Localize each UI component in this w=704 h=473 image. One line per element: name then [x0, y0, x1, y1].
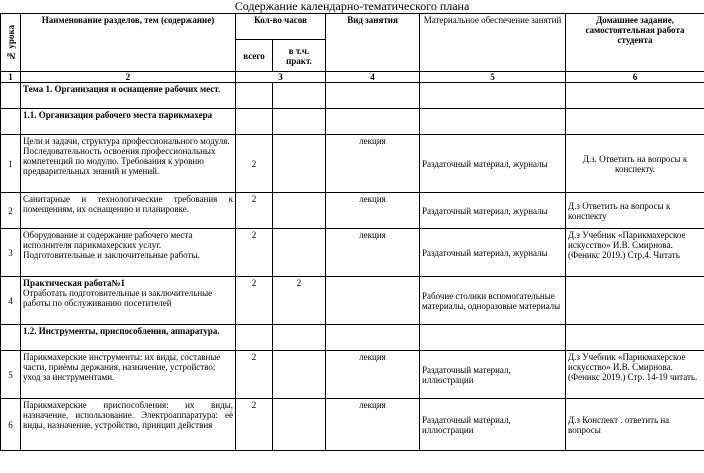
row-homework: Д.з Учебник «Парикмахерское искусство» И.В. Смирнова. (Феникс 2019.) Стр.4. Читать: [566, 229, 704, 277]
header-hours-practical: в т.ч. практ.: [273, 40, 326, 72]
row-total: 2: [236, 193, 273, 229]
row-practical: [273, 399, 326, 451]
plan-table: [0, 13, 704, 451]
row-total: 2: [236, 399, 273, 451]
row-total: 2: [236, 277, 273, 325]
row-content-cell: [21, 277, 236, 325]
column-number: 6: [566, 72, 704, 83]
row-type: лекция: [326, 229, 420, 277]
column-number: 1: [1, 72, 21, 83]
header-homework: Домашнее задание, самостоятельная работа студента: [566, 14, 704, 72]
row-homework: Д.з Учебник «Парикмахерское искусство» И.В. Смирнова. (Феникс 2019.) Стр. 14-19 читать.: [566, 351, 704, 399]
table-row: [1, 399, 704, 451]
row-material: Раздаточный материал, журналы: [420, 229, 566, 277]
subtopic-row: [1, 109, 704, 135]
column-number: 4: [326, 72, 420, 83]
header-type: Вид занятия: [326, 14, 420, 72]
table-row: [1, 277, 704, 325]
row-num: 3: [1, 229, 21, 277]
subtopic-row: [1, 325, 704, 351]
row-type: лекция: [326, 399, 420, 451]
column-number: 2: [21, 72, 236, 83]
column-number: 5: [420, 72, 566, 83]
subtopic-title: 1.1. Организация рабочего места парикмахера: [21, 109, 236, 135]
row-practical: [273, 193, 326, 229]
header-num: № урока: [1, 14, 21, 72]
row-total: 2: [236, 229, 273, 277]
practical-work-title: Практическая работа№1: [23, 278, 125, 288]
header-hours-total: всего: [236, 40, 273, 72]
row-practical: 2: [273, 277, 326, 325]
table-row: [1, 229, 704, 277]
row-practical: [273, 351, 326, 399]
row-material: Раздаточный материал, журналы: [420, 193, 566, 229]
header-material: Материальное обеспечение занятий: [420, 14, 566, 72]
row-type: лекция: [326, 193, 420, 229]
row-total: 2: [236, 351, 273, 399]
row-content: Оборудование и содержание рабочего места исполнителя парикмахерских услуг. Подготовительные и заключительные работы.: [21, 229, 236, 277]
row-num: 1: [1, 135, 21, 193]
row-homework: Д.з Ответить на вопросы к конспекту: [566, 193, 704, 229]
row-num: 2: [1, 193, 21, 229]
table-row: [1, 193, 704, 229]
table-row: [1, 351, 704, 399]
column-number: 3: [236, 72, 326, 83]
row-content: Парикмахерские инструменты: их виды, составные части, приёмы держания, назначение, устройство; уход за инструментами.: [21, 351, 236, 399]
row-content: Парикмахерские приспособления: их виды, назначение, использование. Электроаппаратура: её виды, назначение, устройство, принцип действия: [21, 399, 236, 451]
row-homework: Д.з Конспект . ответить на вопросы: [566, 399, 704, 451]
table-row: [1, 135, 704, 193]
topic-title: Тема 1. Организация и оснащение рабочих мест.: [21, 83, 236, 109]
row-practical: [273, 229, 326, 277]
row-material: Раздаточный материал, журналы: [420, 135, 566, 193]
page-title: Содержание календарно-тематического плана: [234, 0, 470, 13]
row-type: лекция: [326, 135, 420, 193]
row-num: 6: [1, 399, 21, 451]
row-material: Рабочие столики вспомогательные материалы, одноразовые материалы: [420, 277, 566, 325]
row-content: Санитарные и технологические требования к помещениям, их оснащению и планировке.: [21, 193, 236, 229]
header-row: [1, 14, 704, 40]
row-num: 4: [1, 277, 21, 325]
column-number-row: [1, 72, 704, 83]
row-content: Отработать подготовительные и заключительные работы по обслуживанию посетителей: [23, 288, 213, 308]
row-total: 2: [236, 135, 273, 193]
row-content: Цели и задачи, структура профессионального модуля. Последовательность освоения профессиональных компетенций по модулю. Требования к уровню предварительных знаний и умений.: [21, 135, 236, 193]
subtopic-title: 1.2. Инструменты, приспособления, аппаратура.: [21, 325, 236, 351]
row-num: 5: [1, 351, 21, 399]
row-type: лекция: [326, 351, 420, 399]
topic-row: [1, 83, 704, 109]
row-practical: [273, 135, 326, 193]
row-material: Раздаточный материал, иллюстрации: [420, 399, 566, 451]
header-hours: Кол-во часов: [236, 14, 326, 40]
header-section: Наименование разделов, тем (содержание): [21, 14, 236, 72]
row-homework: [566, 277, 704, 325]
row-material: Раздаточный материал, иллюстрации: [420, 351, 566, 399]
row-type: [326, 277, 420, 325]
row-homework: Д.з. Ответить на вопросы к конспекту.: [566, 135, 704, 193]
